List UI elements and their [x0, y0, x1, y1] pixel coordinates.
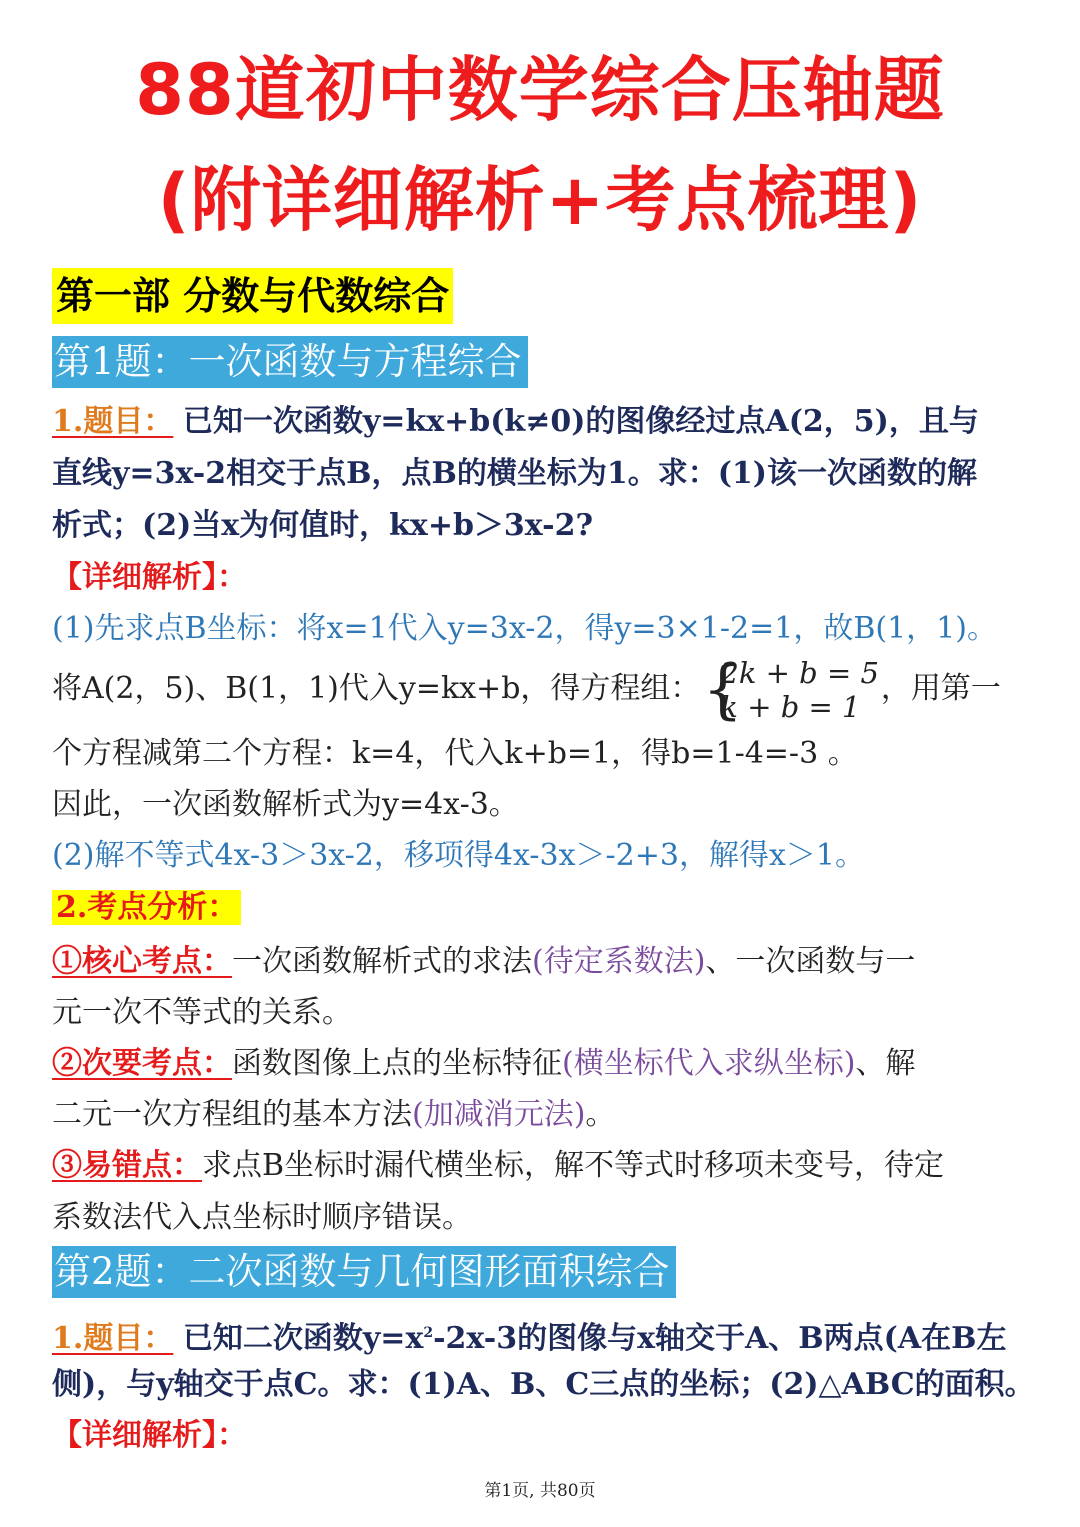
q2-problem-line1 — [52, 1311, 1006, 1361]
q1-points-label-text: 2.考点分析： — [52, 890, 241, 925]
error-points-text1: 求点B坐标时漏代横坐标，解不等式时移项未变号，待定 — [202, 1148, 945, 1183]
q1-problem-line1 — [52, 400, 979, 444]
document-title-line1: 88道初中数学综合压轴题 — [135, 49, 945, 131]
q1-solution-line2-prefix: 将A(2，5)、B(1，1)代入y=kx+b，得方程组： — [52, 671, 701, 706]
q2-problem-line2: 侧)，与y轴交于点C。求：(1)A、B、C三点的坐标；(2)△ABC的面积。 — [52, 1367, 1035, 1402]
q2-problem-text-a: 已知二次函数y=x — [182, 1321, 424, 1356]
core-points-paren: (待定系数法) — [532, 944, 706, 979]
question-1-heading: 第1题：一次函数与方程综合 — [52, 336, 528, 388]
brace-symbol: { — [702, 653, 744, 727]
secondary-points-paren1: (横坐标代入求纵坐标) — [562, 1046, 856, 1081]
q1-analysis-label: 【详细解析】： — [52, 560, 247, 595]
q2-problem-label: 1.题目： — [52, 1321, 174, 1356]
secondary-points-line2-text: 二元一次方程组的基本方法 — [52, 1097, 412, 1132]
document-title-line2: (附详细解析+考点梳理) — [157, 159, 923, 241]
part-heading: 第一部 分数与代数综合 — [52, 268, 453, 324]
equation-1: 2k + b = 5 — [720, 656, 879, 690]
q1-solution-line1: (1)先求点B坐标：将x=1代入y=3x-2，得y=3×1-2=1，故B(1，1)。 — [52, 611, 997, 646]
q1-solution-line2 — [52, 652, 1001, 726]
q1-problem-text: 已知一次函数y=kx+b(k≠0)的图像经过点A(2，5)，且与 — [182, 404, 979, 439]
q1-error-line2: 系数法代入点坐标时顺序错误。 — [52, 1200, 472, 1235]
core-points-text1: 一次函数解析式的求法 — [232, 944, 532, 979]
page-footer: 第1页, 共80页 — [484, 1481, 596, 1501]
core-points-text2: 、一次函数与一 — [705, 944, 916, 979]
q1-core-line1 — [52, 940, 915, 984]
q1-solution-line5: (2)解不等式4x-3＞3x-2，移项得4x-3x＞-2+3，解得x＞1。 — [52, 838, 865, 873]
error-points-label: ③易错点： — [52, 1148, 202, 1183]
secondary-points-label: ②次要考点： — [52, 1046, 232, 1081]
secondary-points-text1: 函数图像上点的坐标特征 — [232, 1046, 562, 1081]
q1-solution-line2-suffix: ，用第一 — [880, 671, 1001, 706]
secondary-points-text2: 、解 — [855, 1046, 916, 1081]
q2-exponent: 2 — [423, 1325, 434, 1341]
core-points-label: ①核心考点： — [52, 944, 232, 979]
q2-analysis-label: 【详细解析】： — [52, 1418, 247, 1453]
q1-secondary-line1 — [52, 1042, 915, 1086]
q1-solution-line3: 个方程减第二个方程：k=4，代入k+b=1，得b=1-4=-3 。 — [52, 736, 858, 771]
q1-points-label — [52, 886, 241, 930]
equation-2: k + b = 1 — [720, 690, 861, 724]
equation-system — [702, 653, 879, 727]
q1-problem-line2: 直线y=3x-2相交于点B，点B的横坐标为1。求：(1)该一次函数的解 — [52, 456, 977, 491]
q1-core-line2: 元一次不等式的关系。 — [52, 995, 352, 1030]
secondary-points-line2-end: 。 — [585, 1097, 616, 1132]
q1-error-line1 — [52, 1144, 944, 1188]
secondary-points-paren2: (加减消元法) — [412, 1097, 586, 1132]
q2-problem-text-b: -2x-3的图像与x轴交于A、B两点(A在B左 — [433, 1321, 1007, 1356]
q1-problem-label: 1.题目： — [52, 404, 174, 439]
q1-secondary-line2 — [52, 1093, 615, 1137]
q1-solution-line4: 因此，一次函数解析式为y=4x-3。 — [52, 787, 519, 822]
question-2-heading: 第2题：二次函数与几何图形面积综合 — [52, 1246, 676, 1298]
q1-problem-line3: 析式；(2)当x为何值时，kx+b＞3x-2? — [52, 508, 594, 543]
